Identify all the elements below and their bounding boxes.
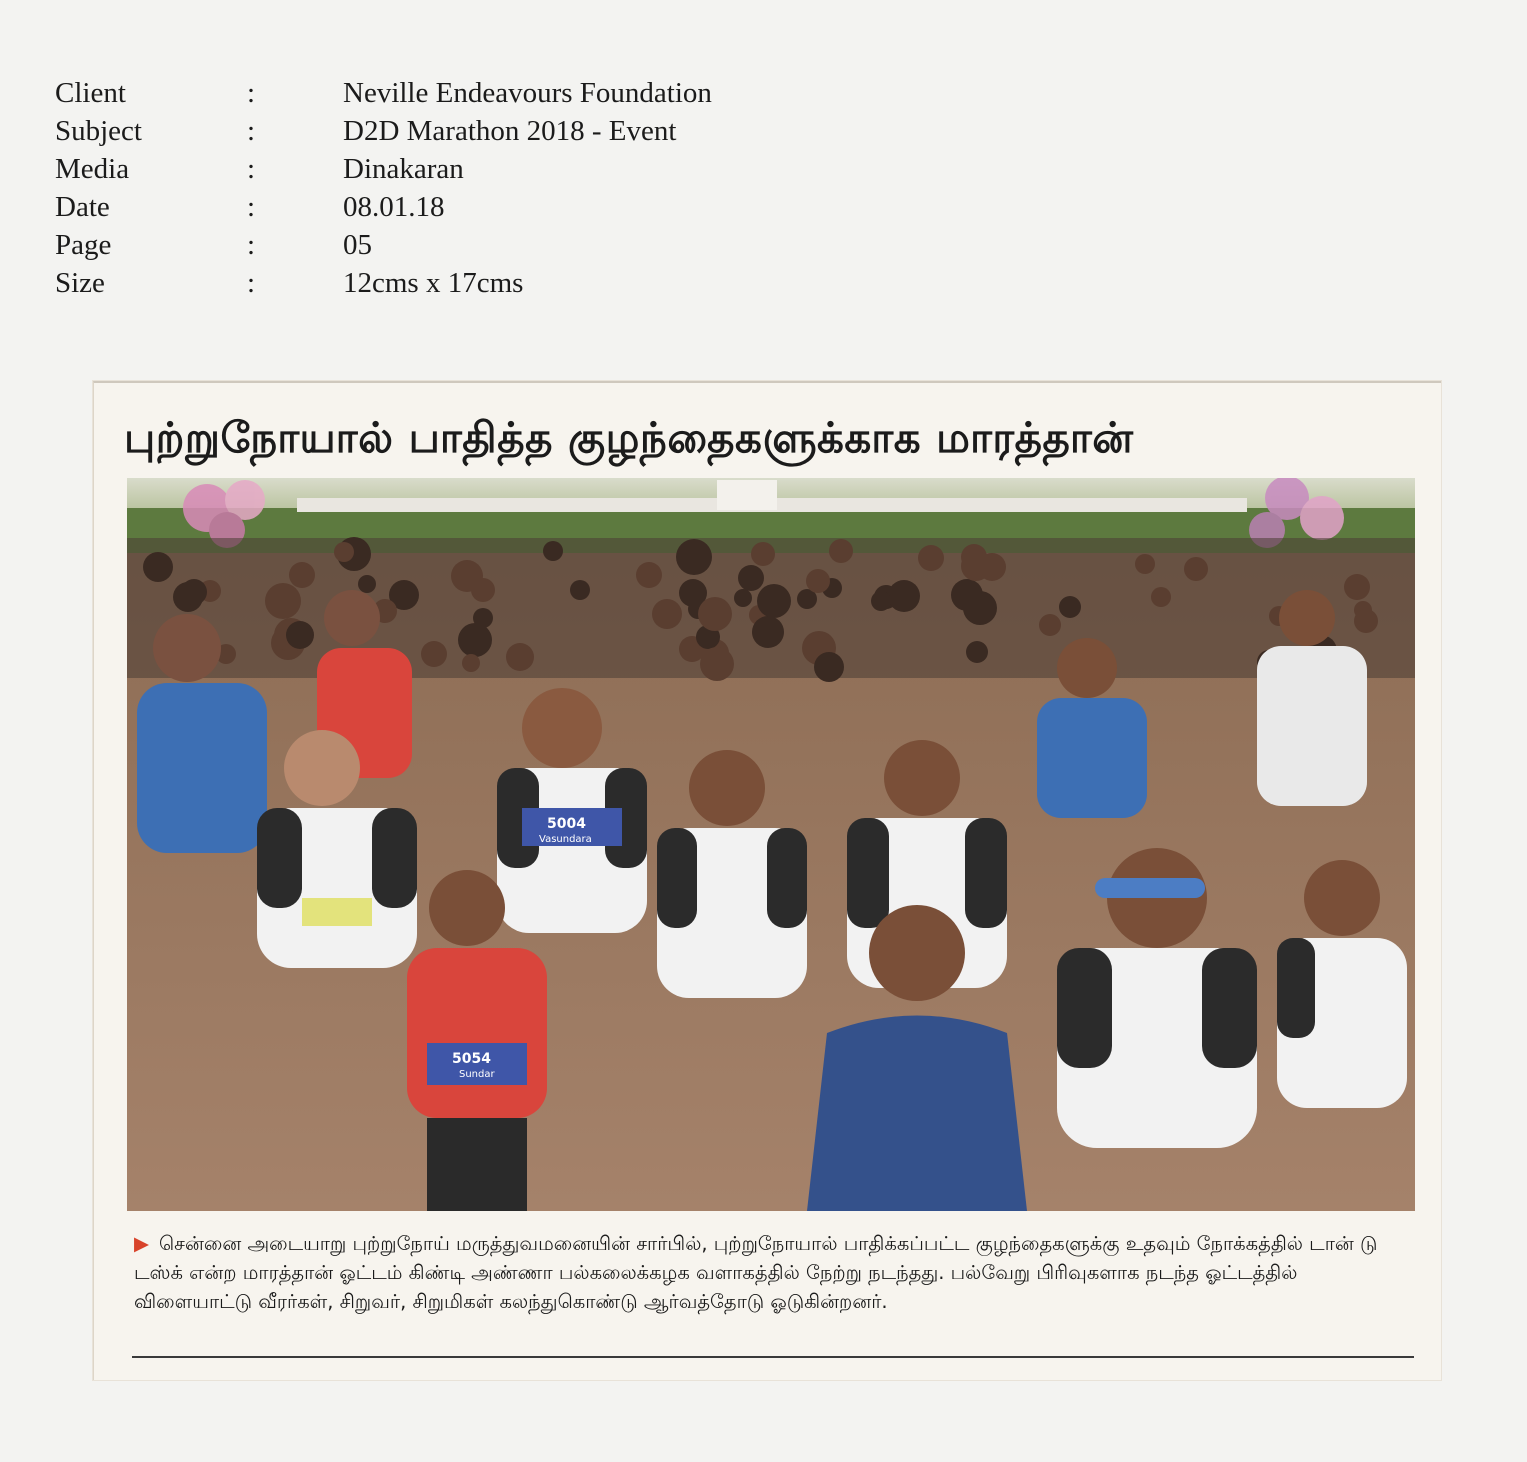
meta-separator: : <box>247 77 256 109</box>
meta-key: Page <box>55 229 112 261</box>
crowd-head <box>286 621 314 649</box>
crowd-head <box>458 623 492 657</box>
meta-key: Subject <box>55 115 142 147</box>
crowd-head <box>752 616 784 648</box>
crowd-head <box>700 647 734 681</box>
crowd-head <box>961 551 991 581</box>
crowd-head <box>652 599 682 629</box>
crowd-head <box>543 541 563 561</box>
crowd-head <box>471 578 495 602</box>
crowd-head <box>734 589 752 607</box>
crowd-head <box>570 580 590 600</box>
meta-value: 05 <box>343 229 372 261</box>
crowd-head <box>1059 596 1081 618</box>
marathon-photo-illustration <box>127 478 1415 1211</box>
crowd-head <box>143 552 173 582</box>
bottom-divider <box>132 1356 1414 1358</box>
crowd-head <box>1135 554 1155 574</box>
crowd-head <box>1354 609 1378 633</box>
crowd-head <box>289 562 315 588</box>
crowd-head <box>814 652 844 682</box>
meta-separator: : <box>247 191 256 223</box>
crowd-head <box>951 579 983 611</box>
bib-number: 5054 <box>452 1051 491 1067</box>
meta-value: Dinakaran <box>343 153 464 185</box>
crowd-head <box>1039 614 1061 636</box>
bib-name: Sundar <box>459 1069 495 1080</box>
crowd-head <box>473 608 493 628</box>
meta-value: D2D Marathon 2018 - Event <box>343 115 677 147</box>
crowd-head <box>751 542 775 566</box>
crowd-head <box>806 569 830 593</box>
crowd-head <box>506 643 534 671</box>
meta-value: 12cms x 17cms <box>343 267 524 299</box>
crowd-head <box>829 539 853 563</box>
crowd-head <box>334 542 354 562</box>
meta-key: Date <box>55 191 110 223</box>
meta-key: Media <box>55 153 130 185</box>
meta-value: 08.01.18 <box>343 191 445 223</box>
bib-name: Vasundara <box>539 834 592 845</box>
crowd-head <box>1184 557 1208 581</box>
crowd-head <box>698 597 732 631</box>
meta-separator: : <box>247 153 256 185</box>
meta-key: Size <box>55 267 105 299</box>
crowd-head <box>676 539 712 575</box>
crowd-head <box>636 562 662 588</box>
crowd-head <box>358 575 376 593</box>
meta-value: Neville Endeavours Foundation <box>343 77 712 109</box>
meta-separator: : <box>247 229 256 261</box>
bib-number: 5004 <box>547 816 586 832</box>
crowd-head <box>966 641 988 663</box>
photo-caption <box>134 1229 1414 1316</box>
crowd-head <box>871 591 891 611</box>
crowd-head <box>888 580 920 612</box>
marathon-photo <box>127 478 1415 1211</box>
caption-text: சென்னை அடையாறு புற்றுநோய் மருத்துவமனையின் சார்பில், புற்றுநோயால் பாதிக்கப்பட்ட குழந்தைகளுக்கு உதவும் நோக்கத்தில் டான் டு டஸ்க் என்ற மாரத்தான் ஓட்டம் கிண்டி அண்ணா பல்கலைக்கழக வளாகத்தில் நேற்று நடந்தது. பல்வேறு பிரிவுகளாக நடந்த ஓட்டத்தில் விளையாட்டு வீரர்கள், சிறுவர், சிறுமிகள் கலந்துகொண்டு ஆர்வத்தோடு ஓடுகின்றனர். <box>134 1232 1378 1313</box>
newspaper-clipping <box>93 381 1441 1380</box>
crowd-head <box>421 641 447 667</box>
headline: புற்றுநோயால் பாதித்த குழந்தைகளுக்காக மாரத்தான் <box>124 413 1134 462</box>
crowd-head <box>757 584 791 618</box>
meta-key: Client <box>55 77 126 109</box>
crowd-head <box>1151 587 1171 607</box>
crowd-head <box>265 583 301 619</box>
meta-separator: : <box>247 115 256 147</box>
meta-separator: : <box>247 267 256 299</box>
crowd-head <box>1344 574 1370 600</box>
caption-arrow-icon: ▶ <box>134 1232 149 1255</box>
crowd-head <box>462 654 480 672</box>
crowd-head <box>181 579 207 605</box>
crowd-head <box>918 545 944 571</box>
crowd-head <box>738 565 764 591</box>
